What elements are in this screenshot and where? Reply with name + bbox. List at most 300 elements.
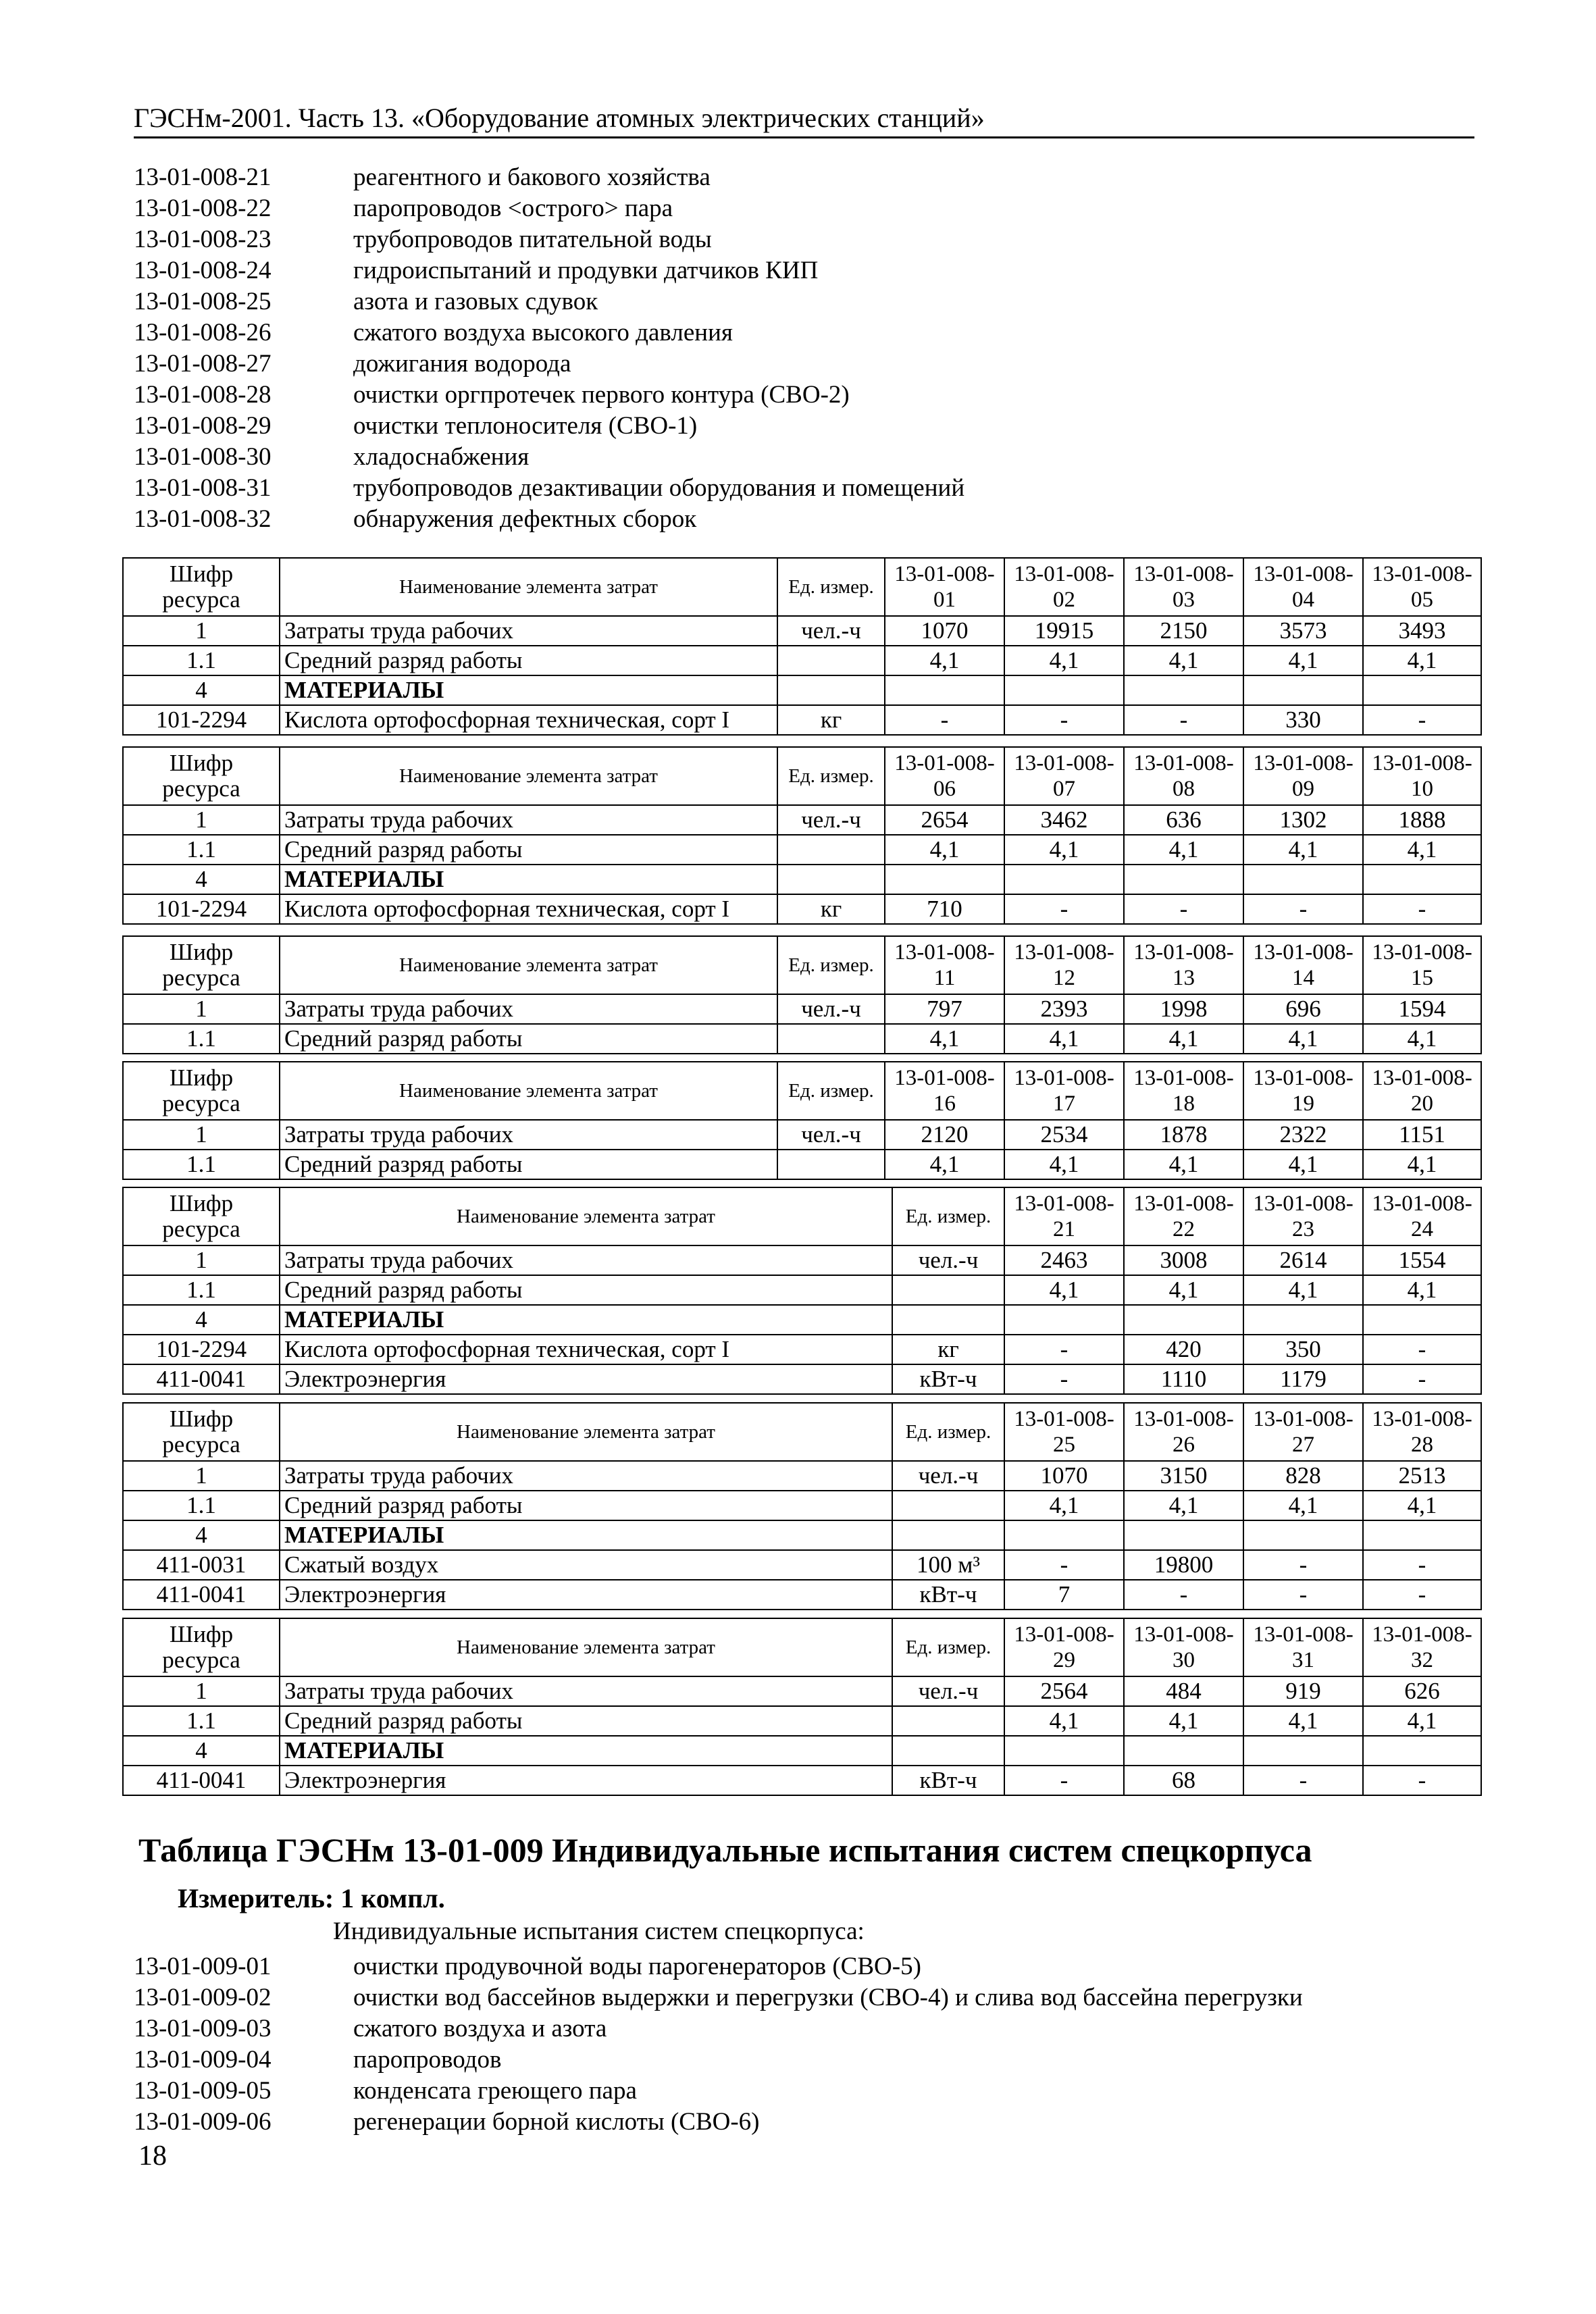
cell-unit	[777, 646, 885, 675]
header-norm-code: 13-01-008-24	[1363, 1187, 1481, 1245]
table-header-row	[123, 1403, 1481, 1461]
cell-value: 4,1	[1243, 1150, 1363, 1179]
item-code: 13-01-009-03	[134, 2015, 272, 2042]
cell-value: 4,1	[1124, 1491, 1243, 1520]
cell-cipher: 1	[123, 805, 280, 835]
table-row	[123, 1706, 1481, 1736]
cell-name: МАТЕРИАЛЫ	[280, 675, 777, 705]
cell-value: 1594	[1363, 994, 1481, 1024]
item-text: трубопроводов питательной воды	[353, 226, 712, 253]
cell-unit	[892, 1520, 1004, 1550]
list-item	[134, 2013, 1303, 2045]
cell-value: 330	[1243, 705, 1363, 735]
cell-value: 4,1	[1243, 646, 1363, 675]
cell-value	[1004, 1305, 1124, 1335]
cell-value	[1124, 1736, 1243, 1766]
cell-value: 19800	[1124, 1550, 1243, 1580]
cell-value	[1004, 675, 1124, 705]
item-code: 13-01-009-05	[134, 2077, 272, 2105]
cell-value: 4,1	[1004, 1150, 1124, 1179]
cell-cipher: 4	[123, 865, 280, 894]
cell-name: Кислота ортофосфорная техническая, сорт I	[280, 1335, 892, 1364]
item-code: 13-01-008-24	[134, 257, 272, 284]
list-item	[134, 2076, 1303, 2107]
table-row	[123, 675, 1481, 705]
cell-value: 1110	[1124, 1364, 1243, 1394]
cell-name: Затраты труда рабочих	[280, 1120, 777, 1150]
cell-value: 2322	[1243, 1120, 1363, 1150]
list-item	[134, 286, 964, 317]
table-row	[123, 616, 1481, 646]
cell-value: 3150	[1124, 1461, 1243, 1491]
cell-value: 4,1	[1243, 1491, 1363, 1520]
cell-value: 350	[1243, 1335, 1363, 1364]
cell-value	[1363, 1305, 1481, 1335]
table-header-row	[123, 1187, 1481, 1245]
cell-unit	[777, 1150, 885, 1179]
table-row	[123, 1461, 1481, 1491]
cell-name: Затраты труда рабочих	[280, 994, 777, 1024]
cell-value: 828	[1243, 1461, 1363, 1491]
cell-value: -	[1004, 894, 1124, 924]
item-code: 13-01-008-22	[134, 195, 272, 222]
item-code: 13-01-008-32	[134, 505, 272, 533]
resource-table	[122, 1187, 1482, 1395]
header-unit: Ед. измер.	[892, 1187, 1004, 1245]
table-row	[123, 1550, 1481, 1580]
table-row	[123, 894, 1481, 924]
cell-value: 2393	[1004, 994, 1124, 1024]
cell-value: 420	[1124, 1335, 1243, 1364]
cell-unit	[892, 1491, 1004, 1520]
cell-value: 4,1	[885, 646, 1004, 675]
cell-value: -	[1243, 1766, 1363, 1795]
cell-value: -	[1363, 894, 1481, 924]
cell-value: -	[1243, 894, 1363, 924]
cell-value: -	[1004, 1766, 1124, 1795]
item-text: паропроводов	[353, 2046, 502, 2074]
cell-value: 19915	[1004, 616, 1124, 646]
cell-value: 696	[1243, 994, 1363, 1024]
table-row	[123, 1335, 1481, 1364]
table-row	[123, 1520, 1481, 1550]
cell-value	[1124, 865, 1243, 894]
cell-cipher: 101-2294	[123, 705, 280, 735]
cell-value: 4,1	[885, 1024, 1004, 1054]
header-norm-code: 13-01-008-26	[1124, 1403, 1243, 1461]
cell-value: 4,1	[1363, 1275, 1481, 1305]
cell-value: 1878	[1124, 1120, 1243, 1150]
item-text: паропроводов <острого> пара	[353, 195, 673, 222]
item-code: 13-01-009-04	[134, 2046, 272, 2074]
header-cipher: Шифр ресурса	[123, 1403, 280, 1461]
cell-unit	[777, 835, 885, 865]
header-norm-code: 13-01-008-21	[1004, 1187, 1124, 1245]
cell-value: 4,1	[885, 835, 1004, 865]
cell-value: -	[1124, 1580, 1243, 1610]
header-unit: Ед. измер.	[777, 558, 885, 616]
header-name: Наименование элемента затрат	[280, 1187, 892, 1245]
header-cipher: Шифр ресурса	[123, 558, 280, 616]
cell-value: 4,1	[1004, 1491, 1124, 1520]
cell-value	[885, 865, 1004, 894]
item-code: 13-01-008-30	[134, 443, 272, 471]
cell-name: Электроэнергия	[280, 1364, 892, 1394]
cell-unit	[892, 1736, 1004, 1766]
cell-value: 2534	[1004, 1120, 1124, 1150]
cell-name: Электроэнергия	[280, 1580, 892, 1610]
header-name: Наименование элемента затрат	[280, 558, 777, 616]
cell-value: 4,1	[1124, 1150, 1243, 1179]
cell-cipher: 4	[123, 1305, 280, 1335]
cell-unit: чел.-ч	[892, 1676, 1004, 1706]
cell-value: 1554	[1363, 1245, 1481, 1275]
item-text: очистки вод бассейнов выдержки и перегрузки (СВО-4) и слива вод бассейна перегрузки	[353, 1984, 1303, 2011]
cell-value	[1363, 1736, 1481, 1766]
cell-value: -	[1243, 1580, 1363, 1610]
item-text: дожигания водорода	[353, 350, 571, 378]
cell-name: Сжатый воздух	[280, 1550, 892, 1580]
cell-value: 3008	[1124, 1245, 1243, 1275]
cell-unit: чел.-ч	[777, 616, 885, 646]
item-code: 13-01-008-25	[134, 288, 272, 315]
cell-unit: кВт-ч	[892, 1766, 1004, 1795]
header-norm-code: 13-01-008-09	[1243, 747, 1363, 805]
cell-cipher: 1	[123, 994, 280, 1024]
table-row	[123, 835, 1481, 865]
cell-value: 68	[1124, 1766, 1243, 1795]
header-norm-code: 13-01-008-08	[1124, 747, 1243, 805]
cell-value: 1070	[1004, 1461, 1124, 1491]
cell-cipher: 1.1	[123, 835, 280, 865]
table-row	[123, 805, 1481, 835]
cell-value	[1363, 865, 1481, 894]
header-norm-code: 13-01-008-16	[885, 1062, 1004, 1120]
header-norm-code: 13-01-008-06	[885, 747, 1004, 805]
cell-value: -	[1004, 1550, 1124, 1580]
cell-value: 797	[885, 994, 1004, 1024]
table-header-row	[123, 1062, 1481, 1120]
cell-value	[1243, 1736, 1363, 1766]
cell-value: 1179	[1243, 1364, 1363, 1394]
cell-name: Средний разряд работы	[280, 1024, 777, 1054]
cell-unit: чел.-ч	[892, 1461, 1004, 1491]
item-text: сжатого воздуха высокого давления	[353, 319, 733, 346]
cell-cipher: 411-0041	[123, 1580, 280, 1610]
table-row	[123, 705, 1481, 735]
cell-unit: 100 м³	[892, 1550, 1004, 1580]
table-header-row	[123, 936, 1481, 994]
cell-value: 4,1	[1124, 1275, 1243, 1305]
header-norm-code: 13-01-008-18	[1124, 1062, 1243, 1120]
item-text: регенерации борной кислоты (СВО-6)	[353, 2108, 760, 2136]
cell-value: -	[1124, 705, 1243, 735]
cell-value: -	[1243, 1550, 1363, 1580]
cell-name: Затраты труда рабочих	[280, 805, 777, 835]
header-name: Наименование элемента затрат	[280, 747, 777, 805]
cell-value	[885, 675, 1004, 705]
cell-name: Электроэнергия	[280, 1766, 892, 1795]
cell-name: Средний разряд работы	[280, 1491, 892, 1520]
table-row	[123, 1364, 1481, 1394]
cell-unit	[892, 1706, 1004, 1736]
list-item	[134, 442, 964, 473]
section-title: Таблица ГЭСНм 13-01-009 Индивидуальные испытания систем спецкорпуса	[138, 1831, 1312, 1869]
cell-cipher: 1	[123, 1461, 280, 1491]
list-item	[134, 2107, 1303, 2138]
cell-name: Средний разряд работы	[280, 1150, 777, 1179]
cell-value: 2150	[1124, 616, 1243, 646]
table-row	[123, 1580, 1481, 1610]
cell-cipher: 1.1	[123, 1024, 280, 1054]
cell-name: МАТЕРИАЛЫ	[280, 1305, 892, 1335]
cell-value: 2463	[1004, 1245, 1124, 1275]
cell-value: 4,1	[1124, 1706, 1243, 1736]
item-text: очистки продувочной воды парогенераторов (СВО-5)	[353, 1953, 921, 1980]
cell-cipher: 1	[123, 1676, 280, 1706]
header-norm-code: 13-01-008-32	[1363, 1618, 1481, 1676]
table-row	[123, 646, 1481, 675]
table-row	[123, 1766, 1481, 1795]
cell-value: 636	[1124, 805, 1243, 835]
header-norm-code: 13-01-008-14	[1243, 936, 1363, 994]
cell-name: Затраты труда рабочих	[280, 1245, 892, 1275]
cell-name: Средний разряд работы	[280, 646, 777, 675]
cell-name: МАТЕРИАЛЫ	[280, 1520, 892, 1550]
cell-value: 4,1	[1243, 1024, 1363, 1054]
table-row	[123, 1275, 1481, 1305]
cell-value: 1070	[885, 616, 1004, 646]
cell-value: 4,1	[1124, 1024, 1243, 1054]
resource-table	[122, 746, 1482, 925]
header-cipher: Шифр ресурса	[123, 1187, 280, 1245]
cell-value: 4,1	[1363, 1150, 1481, 1179]
cell-value: 2614	[1243, 1245, 1363, 1275]
cell-value: 4,1	[1124, 835, 1243, 865]
header-name: Наименование элемента затрат	[280, 1062, 777, 1120]
code-list-008	[134, 162, 964, 535]
item-code: 13-01-008-23	[134, 226, 272, 253]
list-item	[134, 473, 964, 504]
cell-value: -	[1004, 1364, 1124, 1394]
cell-cipher: 1.1	[123, 646, 280, 675]
resource-table	[122, 1061, 1482, 1180]
resource-table	[122, 935, 1482, 1054]
table-row	[123, 1245, 1481, 1275]
item-code: 13-01-008-29	[134, 412, 272, 440]
cell-value: 1998	[1124, 994, 1243, 1024]
header-norm-code: 13-01-008-19	[1243, 1062, 1363, 1120]
header-norm-code: 13-01-008-23	[1243, 1187, 1363, 1245]
cell-unit	[777, 1024, 885, 1054]
list-item	[134, 349, 964, 380]
cell-cipher: 1.1	[123, 1275, 280, 1305]
item-text: очистки теплоносителя (СВО-1)	[353, 412, 698, 440]
table-row	[123, 994, 1481, 1024]
header-unit: Ед. измер.	[777, 1062, 885, 1120]
header-name: Наименование элемента затрат	[280, 936, 777, 994]
header-norm-code: 13-01-008-29	[1004, 1618, 1124, 1676]
cell-cipher: 101-2294	[123, 894, 280, 924]
cell-value: 7	[1004, 1580, 1124, 1610]
cell-value: 2513	[1363, 1461, 1481, 1491]
table-row	[123, 1736, 1481, 1766]
cell-cipher: 1	[123, 1120, 280, 1150]
header-unit: Ед. измер.	[892, 1618, 1004, 1676]
item-code: 13-01-008-28	[134, 381, 272, 409]
header-norm-code: 13-01-008-27	[1243, 1403, 1363, 1461]
cell-unit: кВт-ч	[892, 1364, 1004, 1394]
cell-value	[1004, 1736, 1124, 1766]
cell-value	[1363, 675, 1481, 705]
header-norm-code: 13-01-008-30	[1124, 1618, 1243, 1676]
cell-name: Средний разряд работы	[280, 1706, 892, 1736]
header-cipher: Шифр ресурса	[123, 1062, 280, 1120]
cell-value: -	[1363, 1550, 1481, 1580]
item-text: реагентного и бакового хозяйства	[353, 163, 711, 191]
item-text: конденсата греющего пара	[353, 2077, 637, 2105]
cell-value	[1243, 675, 1363, 705]
header-norm-code: 13-01-008-03	[1124, 558, 1243, 616]
list-intro: Индивидуальные испытания систем спецкорпуса:	[333, 1918, 865, 1945]
cell-value: 3573	[1243, 616, 1363, 646]
header-cipher: Шифр ресурса	[123, 1618, 280, 1676]
item-text: гидроиспытаний и продувки датчиков КИП	[353, 257, 819, 284]
list-item	[134, 1951, 1303, 1982]
table-row	[123, 1305, 1481, 1335]
cell-value	[1004, 865, 1124, 894]
cell-unit: кВт-ч	[892, 1580, 1004, 1610]
cell-value: 4,1	[1363, 1024, 1481, 1054]
resource-table	[122, 1402, 1482, 1610]
cell-value: 4,1	[1363, 646, 1481, 675]
cell-value: -	[885, 705, 1004, 735]
cell-value: 1888	[1363, 805, 1481, 835]
list-item	[134, 162, 964, 193]
cell-value: -	[1363, 1364, 1481, 1394]
cell-name: МАТЕРИАЛЫ	[280, 865, 777, 894]
table-row	[123, 1024, 1481, 1054]
list-item	[134, 193, 964, 224]
cell-name: Затраты труда рабочих	[280, 616, 777, 646]
cell-cipher: 1	[123, 1245, 280, 1275]
table-row	[123, 1120, 1481, 1150]
list-item	[134, 504, 964, 535]
item-code: 13-01-008-31	[134, 474, 272, 502]
cell-value: 919	[1243, 1676, 1363, 1706]
cell-value: 4,1	[1243, 835, 1363, 865]
cell-unit	[892, 1305, 1004, 1335]
cell-unit: чел.-ч	[777, 805, 885, 835]
cell-value	[1363, 1520, 1481, 1550]
cell-value: -	[1004, 705, 1124, 735]
header-norm-code: 13-01-008-05	[1363, 558, 1481, 616]
list-item	[134, 2045, 1303, 2076]
cell-unit	[777, 675, 885, 705]
header-cipher: Шифр ресурса	[123, 936, 280, 994]
item-code: 13-01-008-27	[134, 350, 272, 378]
cell-value: 4,1	[1363, 1706, 1481, 1736]
header-norm-code: 13-01-008-04	[1243, 558, 1363, 616]
cell-cipher: 411-0041	[123, 1364, 280, 1394]
cell-value	[1243, 1520, 1363, 1550]
meter-label: Измеритель: 1 компл.	[178, 1883, 445, 1913]
cell-name: МАТЕРИАЛЫ	[280, 1736, 892, 1766]
cell-value: 4,1	[1363, 835, 1481, 865]
list-item	[134, 255, 964, 286]
cell-value: 4,1	[1243, 1275, 1363, 1305]
header-norm-code: 13-01-008-28	[1363, 1403, 1481, 1461]
page-number: 18	[138, 2140, 167, 2171]
header-name: Наименование элемента затрат	[280, 1618, 892, 1676]
cell-unit: чел.-ч	[777, 1120, 885, 1150]
item-text: очистки оргпротечек первого контура (СВО-2)	[353, 381, 850, 409]
cell-value: 2654	[885, 805, 1004, 835]
header-norm-code: 13-01-008-02	[1004, 558, 1124, 616]
item-text: обнаружения дефектных сборок	[353, 505, 697, 533]
cell-value: 1302	[1243, 805, 1363, 835]
cell-value: -	[1124, 894, 1243, 924]
header-norm-code: 13-01-008-15	[1363, 936, 1481, 994]
cell-value: 2564	[1004, 1676, 1124, 1706]
cell-value: -	[1363, 1766, 1481, 1795]
header-norm-code: 13-01-008-31	[1243, 1618, 1363, 1676]
header-norm-code: 13-01-008-01	[885, 558, 1004, 616]
cell-value: -	[1004, 1335, 1124, 1364]
cell-value	[1124, 1305, 1243, 1335]
table-row	[123, 1491, 1481, 1520]
cell-value: 3493	[1363, 616, 1481, 646]
item-code: 13-01-008-21	[134, 163, 272, 191]
cell-unit: чел.-ч	[777, 994, 885, 1024]
header-unit: Ед. измер.	[892, 1403, 1004, 1461]
cell-value	[1124, 1520, 1243, 1550]
header-norm-code: 13-01-008-25	[1004, 1403, 1124, 1461]
cell-value: 4,1	[1004, 1275, 1124, 1305]
cell-value: 1151	[1363, 1120, 1481, 1150]
cell-name: Средний разряд работы	[280, 1275, 892, 1305]
cell-unit: кг	[777, 705, 885, 735]
cell-value: 4,1	[885, 1150, 1004, 1179]
header-unit: Ед. измер.	[777, 747, 885, 805]
cell-value: 2120	[885, 1120, 1004, 1150]
cell-value: 4,1	[1004, 1024, 1124, 1054]
cell-unit	[892, 1275, 1004, 1305]
cell-value	[1124, 675, 1243, 705]
cell-value: 4,1	[1363, 1491, 1481, 1520]
item-code: 13-01-009-02	[134, 1984, 272, 2011]
cell-cipher: 4	[123, 1520, 280, 1550]
cell-value: -	[1363, 705, 1481, 735]
cell-name: Затраты труда рабочих	[280, 1461, 892, 1491]
code-list-009	[134, 1951, 1303, 2138]
table-header-row	[123, 747, 1481, 805]
header-name: Наименование элемента затрат	[280, 1403, 892, 1461]
list-item	[134, 317, 964, 349]
list-item	[134, 411, 964, 442]
cell-value	[1243, 1305, 1363, 1335]
item-text: сжатого воздуха и азота	[353, 2015, 607, 2042]
table-row	[123, 1150, 1481, 1179]
cell-value: 4,1	[1004, 646, 1124, 675]
cell-cipher: 1.1	[123, 1706, 280, 1736]
header-norm-code: 13-01-008-12	[1004, 936, 1124, 994]
cell-cipher: 411-0031	[123, 1550, 280, 1580]
header-norm-code: 13-01-008-22	[1124, 1187, 1243, 1245]
cell-value: -	[1363, 1335, 1481, 1364]
cell-value: 3462	[1004, 805, 1124, 835]
cell-value: 4,1	[1243, 1706, 1363, 1736]
